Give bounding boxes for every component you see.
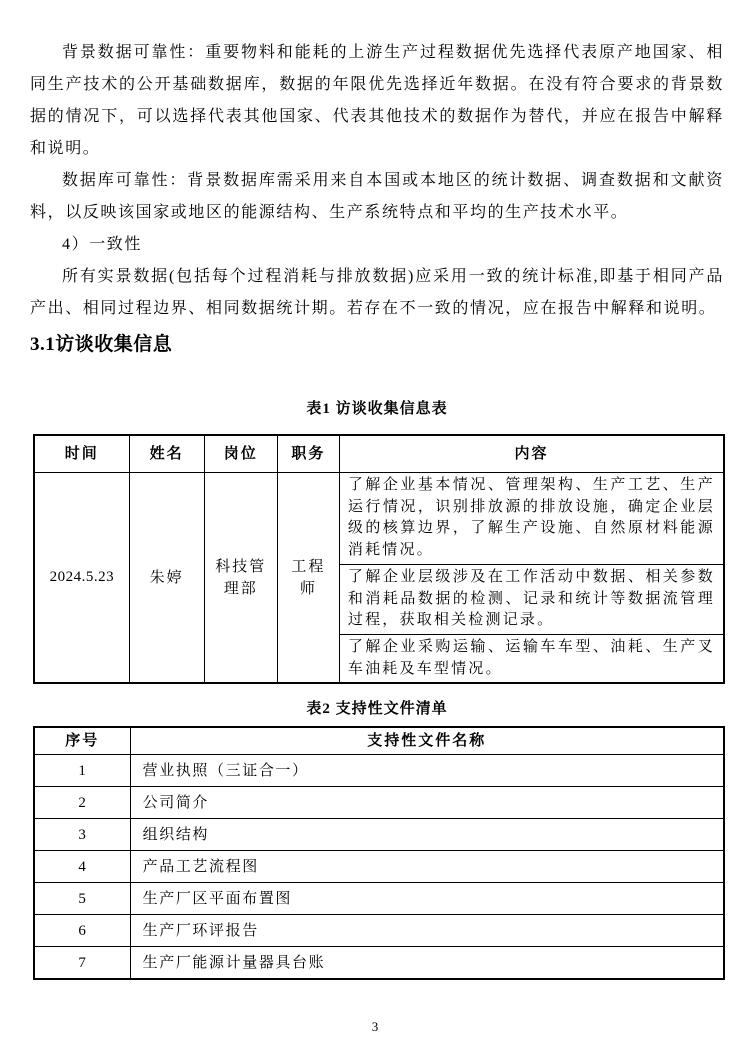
table-row: [34, 787, 724, 819]
table-row: [34, 819, 724, 851]
row-number: 6: [34, 915, 130, 947]
paragraph-consistency-detail: 所有实景数据(包括每个过程消耗与排放数据)应采用一致的统计标准,即基于相同产品产出、相同过程边界、相同数据统计期。若存在不一致的情况，应在报告中解释和说明。: [30, 268, 724, 317]
table-row: [34, 915, 724, 947]
section-heading: 3.1访谈收集信息: [30, 334, 173, 355]
interview-content-cell-1: 了解企业基本情况、管理架构、生产工艺、生产运行情况，识别排放源的排放设施，确定企业层级的核算边界，了解生产设施、自然原材料能源消耗情况。: [339, 473, 724, 565]
interview-content-cell-2: 了解企业层级涉及在工作活动中数据、相关参数和消耗品数据的检测、记录和统计等数据流管理过程，获取相关检测记录。: [339, 564, 724, 634]
row-number: 7: [34, 947, 130, 980]
document-name: 产品工艺流程图: [130, 851, 724, 883]
document-name: 组织结构: [130, 819, 724, 851]
document-name: 营业执照（三证合一）: [130, 755, 724, 787]
row-number: 1: [34, 755, 130, 787]
table-header-row: [34, 727, 724, 755]
interview-title-cell: 工程师: [277, 473, 339, 684]
paragraph-consistency-label: 4）一致性: [62, 236, 143, 253]
row-number: 3: [34, 819, 130, 851]
column-header-time: 时间: [34, 435, 129, 473]
document-name: 公司简介: [130, 787, 724, 819]
column-header-position: 岗位: [204, 435, 277, 473]
row-number: 4: [34, 851, 130, 883]
interview-info-table: [33, 434, 725, 684]
table-row: [34, 755, 724, 787]
interview-content-cell-3: 了解企业采购运输、运输车车型、油耗、生产叉车油耗及车型情况。: [339, 634, 724, 683]
column-header-title: 职务: [277, 435, 339, 473]
column-header-number: 序号: [34, 727, 130, 755]
column-header-name: 姓名: [129, 435, 204, 473]
table1-caption: 表1 访谈收集信息表: [306, 401, 448, 417]
document-name: 生产厂能源计量器具台账: [130, 947, 724, 980]
table-header-row: [34, 435, 724, 473]
table-row: [34, 851, 724, 883]
paragraph-database-reliability: 数据库可靠性：背景数据库需采用来自本国或本地区的统计数据、调查数据和文献资料，以反映该国家或地区的能源结构、生产系统特点和平均的生产技术水平。: [30, 172, 724, 221]
document-name: 生产厂区平面布置图: [130, 883, 724, 915]
row-number: 5: [34, 883, 130, 915]
column-header-document-name: 支持性文件名称: [130, 727, 724, 755]
document-name: 生产厂环评报告: [130, 915, 724, 947]
table2-caption: 表2 支持性文件清单: [306, 701, 448, 718]
paragraph-background-data-reliability: 背景数据可靠性：重要物料和能耗的上游生产过程数据优先选择代表原产地国家、相同生产技术的公开基础数据库，数据的年限优先选择近年数据。在没有符合要求的背景数据的情况下，可以选择代表其他国家、代表其他技术的数据作为替代，并应在报告中解释和说明。: [30, 44, 724, 157]
interview-department-cell: 科技管理部: [204, 473, 277, 684]
supporting-documents-table: [33, 726, 725, 980]
interview-date-cell: 2024.5.23: [34, 473, 129, 684]
table-row: [34, 883, 724, 915]
table-row: [34, 947, 724, 980]
interview-name-cell: 朱婷: [129, 473, 204, 684]
table-row: [34, 473, 724, 565]
column-header-content: 内容: [339, 435, 724, 473]
page-number: 3: [371, 1019, 379, 1034]
row-number: 2: [34, 787, 130, 819]
